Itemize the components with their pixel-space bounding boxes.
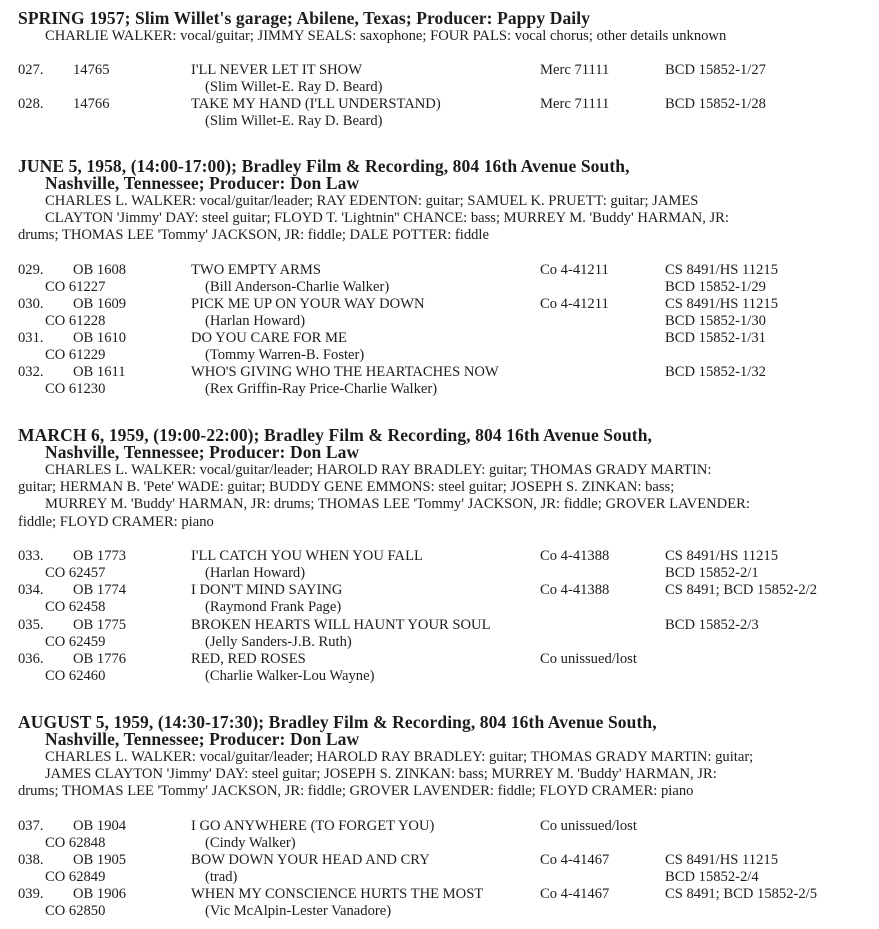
track-number: 039.: [18, 886, 44, 902]
track-number: 033.: [18, 548, 44, 564]
reissue: CS 8491/HS 11215: [665, 262, 778, 278]
track-row: [0, 364, 879, 398]
personnel-line: fiddle; FLOYD CRAMER: piano: [18, 513, 214, 530]
track-number: 029.: [18, 262, 44, 278]
track-row: [0, 886, 879, 920]
heading-line: JUNE 5, 1958, (14:00-17:00); Bradley Film & Recording, 804 16th Avenue South,: [18, 156, 630, 176]
track-row: [0, 651, 879, 685]
track-number: 037.: [18, 818, 44, 834]
reissue: CS 8491; BCD 15852-2/2: [665, 582, 818, 598]
matrix-number: OB 1609: [73, 296, 127, 312]
track-title: I'LL CATCH YOU WHEN YOU FALL: [191, 548, 423, 564]
songwriter: (Rex Griffin-Ray Price-Charlie Walker): [205, 381, 438, 397]
track-title: WHEN MY CONSCIENCE HURTS THE MOST: [191, 886, 484, 902]
matrix-number: OB 1904: [73, 818, 127, 834]
columbia-number: CO 62848: [45, 835, 106, 851]
session-personnel: [18, 28, 868, 45]
session-heading: [18, 427, 868, 461]
columbia-number: CO 61228: [45, 313, 106, 329]
track-title: BOW DOWN YOUR HEAD AND CRY: [191, 852, 430, 868]
session-personnel: [18, 193, 868, 245]
reissue-cd: BCD 15852-1/30: [665, 313, 766, 329]
track-row: [0, 96, 879, 130]
columbia-number: CO 61230: [45, 381, 106, 397]
original-release: Co 4-41388: [540, 548, 610, 564]
track-row: [0, 582, 879, 616]
columbia-number: CO 61229: [45, 347, 106, 363]
columbia-number: CO 62460: [45, 668, 106, 684]
songwriter: (Jelly Sanders-J.B. Ruth): [205, 634, 352, 650]
reissue: BCD 15852-1/28: [665, 96, 766, 112]
songwriter: (trad): [205, 869, 238, 885]
heading-line: Nashville, Tennessee; Producer: Don Law: [45, 442, 360, 462]
track-title: RED, RED ROSES: [191, 651, 306, 667]
songwriter: (Harlan Howard): [205, 313, 306, 329]
columbia-number: CO 62457: [45, 565, 106, 581]
track-number: 038.: [18, 852, 44, 868]
heading-line: MARCH 6, 1959, (19:00-22:00); Bradley Film & Recording, 804 16th Avenue South,: [18, 425, 653, 445]
track-number: 032.: [18, 364, 44, 380]
track-title: TWO EMPTY ARMS: [191, 262, 322, 278]
personnel-line: MURREY M. 'Buddy' HARMAN, JR: drums; THOMAS LEE 'Tommy' JACKSON, JR: fiddle; GROVER LAVENDER:: [45, 496, 750, 513]
original-release: Co 4-41388: [540, 582, 610, 598]
reissue: CS 8491/HS 11215: [665, 296, 778, 312]
reissue: CS 8491/HS 11215: [665, 548, 778, 564]
matrix-number: OB 1775: [73, 617, 127, 633]
reissue: CS 8491/HS 11215: [665, 852, 778, 868]
matrix-number: OB 1774: [73, 582, 127, 598]
track-row: [0, 818, 879, 852]
track-number: 028.: [18, 96, 44, 112]
track-title: I'LL NEVER LET IT SHOW: [191, 62, 362, 78]
reissue: BCD 15852-2/3: [665, 617, 759, 633]
songwriter: (Cindy Walker): [205, 835, 296, 851]
personnel-line: CHARLES L. WALKER: vocal/guitar/leader; HAROLD RAY BRADLEY: guitar; THOMAS GRADY MARTIN:: [45, 462, 712, 478]
reissue: BCD 15852-1/27: [665, 62, 766, 78]
session-heading: [18, 158, 868, 192]
songwriter: (Raymond Frank Page): [205, 599, 342, 615]
track-row: [0, 296, 879, 330]
session-heading: [18, 10, 868, 27]
personnel-line: guitar; HERMAN B. 'Pete' WADE: guitar; BUDDY GENE EMMONS: steel guitar; JOSEPH S. ZINKAN: bass;: [18, 479, 675, 496]
columbia-number: CO 62459: [45, 634, 106, 650]
matrix-number: OB 1776: [73, 651, 127, 667]
track-title: I DON'T MIND SAYING: [191, 582, 343, 598]
songwriter: (Vic McAlpin-Lester Vanadore): [205, 903, 392, 919]
track-row: [0, 617, 879, 651]
original-release: Co 4-41211: [540, 262, 609, 278]
track-title: WHO'S GIVING WHO THE HEARTACHES NOW: [191, 364, 499, 380]
track-title: DO YOU CARE FOR ME: [191, 330, 347, 346]
reissue-cd: BCD 15852-2/4: [665, 869, 759, 885]
songwriter: (Slim Willet-E. Ray D. Beard): [205, 113, 383, 129]
reissue-cd: BCD 15852-2/1: [665, 565, 759, 581]
heading-line: AUGUST 5, 1959, (14:30-17:30); Bradley Film & Recording, 804 16th Avenue South,: [18, 712, 657, 732]
track-number: 030.: [18, 296, 44, 312]
reissue: BCD 15852-1/31: [665, 330, 766, 346]
original-release: Co 4-41467: [540, 852, 610, 868]
songwriter: (Slim Willet-E. Ray D. Beard): [205, 79, 383, 95]
matrix-number: OB 1905: [73, 852, 127, 868]
original-release: Merc 71111: [540, 96, 610, 112]
original-release: Co 4-41211: [540, 296, 609, 312]
track-row: [0, 62, 879, 96]
track-title: PICK ME UP ON YOUR WAY DOWN: [191, 296, 425, 312]
matrix-number: OB 1906: [73, 886, 127, 902]
columbia-number: CO 62849: [45, 869, 106, 885]
track-row: [0, 330, 879, 364]
matrix-number: 14766: [73, 96, 110, 112]
personnel-line: drums; THOMAS LEE 'Tommy' JACKSON, JR: fiddle; GROVER LAVENDER: fiddle; FLOYD CRAMER: piano: [18, 783, 694, 800]
columbia-number: CO 62850: [45, 903, 106, 919]
track-number: 035.: [18, 617, 44, 633]
track-number: 031.: [18, 330, 44, 346]
heading-line: SPRING 1957; Slim Willet's garage; Abilene, Texas; Producer: Pappy Daily: [18, 8, 591, 28]
track-row: [0, 548, 879, 582]
heading-line: Nashville, Tennessee; Producer: Don Law: [45, 173, 360, 193]
personnel-line: CLAYTON 'Jimmy' DAY: steel guitar; FLOYD T. 'Lightnin'' CHANCE: bass; MURREY M. 'Buddy' HARMAN, JR:: [45, 210, 729, 227]
columbia-number: CO 61227: [45, 279, 106, 295]
matrix-number: OB 1611: [73, 364, 126, 380]
track-number: 027.: [18, 62, 44, 78]
track-title: BROKEN HEARTS WILL HAUNT YOUR SOUL: [191, 617, 491, 633]
songwriter: (Bill Anderson-Charlie Walker): [205, 279, 390, 295]
personnel-line: CHARLIE WALKER: vocal/guitar; JIMMY SEALS: saxophone; FOUR PALS: vocal chorus; other details unknown: [45, 28, 727, 44]
reissue: CS 8491; BCD 15852-2/5: [665, 886, 818, 902]
track-row: [0, 852, 879, 886]
original-release: Co unissued/lost: [540, 651, 637, 667]
matrix-number: OB 1773: [73, 548, 127, 564]
personnel-line: JAMES CLAYTON 'Jimmy' DAY: steel guitar; JOSEPH S. ZINKAN: bass; MURREY M. 'Buddy' HARMAN, JR:: [45, 766, 717, 783]
track-number: 036.: [18, 651, 44, 667]
personnel-line: drums; THOMAS LEE 'Tommy' JACKSON, JR: fiddle; DALE POTTER: fiddle: [18, 227, 489, 244]
songwriter: (Charlie Walker-Lou Wayne): [205, 668, 375, 684]
personnel-line: CHARLES L. WALKER: vocal/guitar/leader; RAY EDENTON: guitar; SAMUEL K. PRUETT: guitar; JAMES: [45, 193, 699, 209]
track-title: TAKE MY HAND (I'LL UNDERSTAND): [191, 96, 441, 112]
session-personnel: [18, 749, 868, 801]
original-release: Co 4-41467: [540, 886, 610, 902]
session-personnel: [18, 462, 868, 531]
session-heading: [18, 714, 868, 748]
matrix-number: OB 1608: [73, 262, 127, 278]
reissue: BCD 15852-1/32: [665, 364, 766, 380]
songwriter: (Harlan Howard): [205, 565, 306, 581]
original-release: Merc 71111: [540, 62, 610, 78]
original-release: Co unissued/lost: [540, 818, 637, 834]
songwriter: (Tommy Warren-B. Foster): [205, 347, 365, 363]
matrix-number: 14765: [73, 62, 110, 78]
reissue-cd: BCD 15852-1/29: [665, 279, 766, 295]
track-row: [0, 262, 879, 296]
matrix-number: OB 1610: [73, 330, 127, 346]
heading-line: Nashville, Tennessee; Producer: Don Law: [45, 729, 360, 749]
track-number: 034.: [18, 582, 44, 598]
columbia-number: CO 62458: [45, 599, 106, 615]
track-title: I GO ANYWHERE (TO FORGET YOU): [191, 818, 435, 834]
personnel-line: CHARLES L. WALKER: vocal/guitar/leader; HAROLD RAY BRADLEY: guitar; THOMAS GRADY MARTIN: guitar;: [45, 749, 754, 765]
